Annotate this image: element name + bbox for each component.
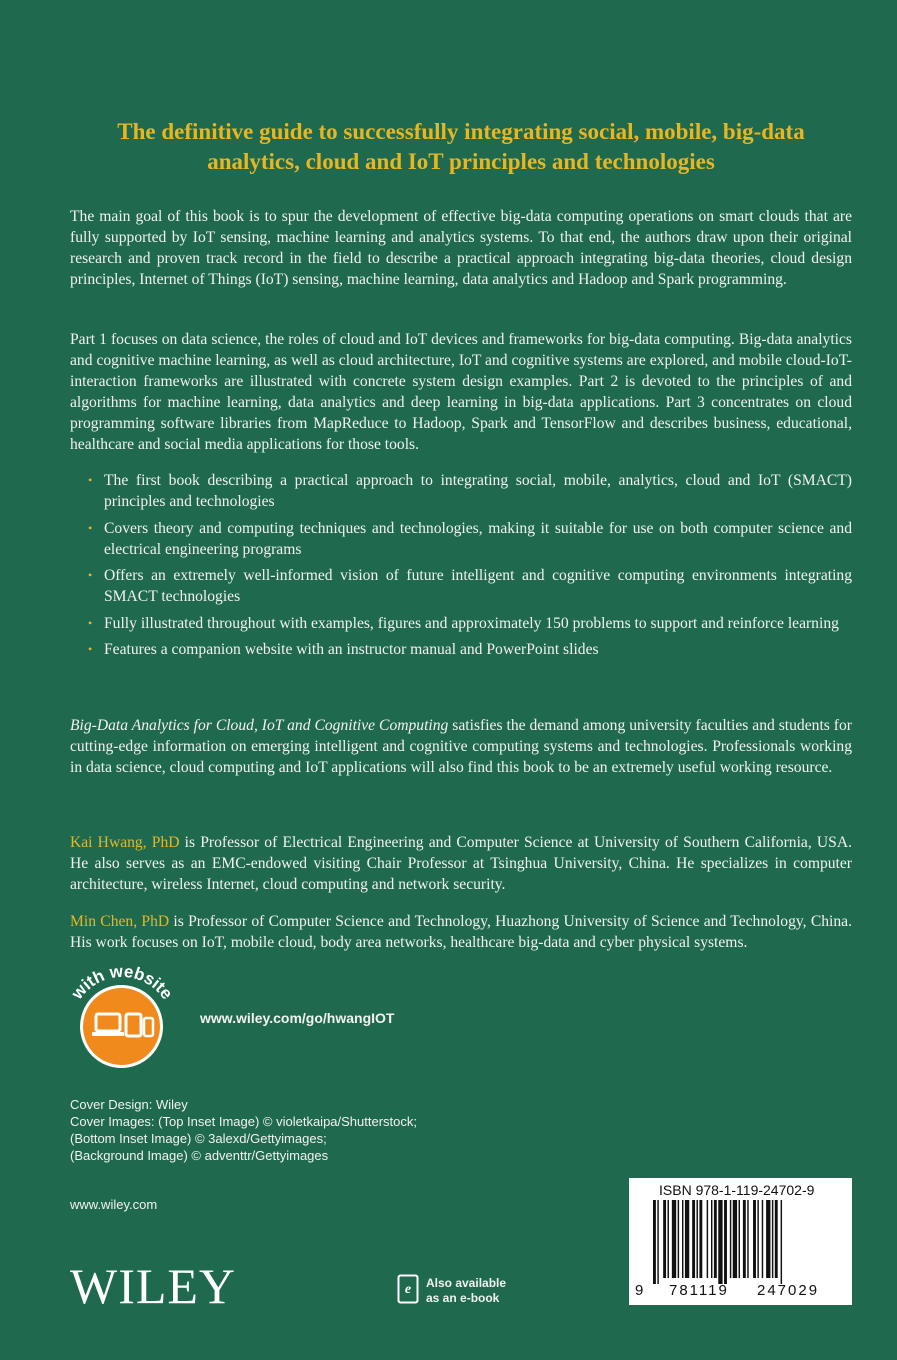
- list-item: [88, 470, 852, 512]
- credit-line: Cover Images: (Top Inset Image) © violetkaipa/Shutterstock;: [70, 1114, 418, 1129]
- barcode-digits-left: 781119: [669, 1282, 729, 1299]
- barcode-bar: [668, 1200, 669, 1278]
- barcode-digit-first: 9: [635, 1282, 644, 1299]
- book-title: Big-Data Analytics for Cloud, IoT and Cognitive Computing: [70, 717, 449, 734]
- barcode-bar: [697, 1200, 698, 1278]
- barcode-bars: [653, 1200, 845, 1284]
- companion-website-link[interactable]: www.wiley.com/go/hwangIOT: [200, 1010, 395, 1026]
- list-item: [88, 518, 852, 560]
- barcode-bar: [743, 1200, 746, 1278]
- barcode: [629, 1178, 852, 1305]
- list-item: [88, 639, 852, 660]
- barcode-bar: [711, 1200, 712, 1278]
- barcode-bar: [653, 1200, 656, 1284]
- feature-text: Features a companion website with an instructor manual and PowerPoint slides: [104, 641, 599, 658]
- author-name-1: Kai Hwang, PhD: [70, 834, 180, 851]
- barcode-bar: [672, 1200, 676, 1278]
- feature-text: Fully illustrated throughout with examples, figures and approximately 150 problems to support and reinforce learning: [104, 614, 839, 632]
- author-bio-text-2: is Professor of Computer Science and Technology, Huazhong University of Science and Technology, China. His work focuses on IoT, mobile cloud, body area networks, healthcare big-data and cyber physical systems.: [70, 913, 852, 951]
- author-bio-text-1: is Professor of Electrical Engineering and Computer Science at University of Southern California, USA. He also serves as an EMC-endowed visiting Chair Professor at Tsinghua University, China. He specializes in computer architecture, wireless Internet, cloud computing and network security.: [70, 834, 852, 893]
- ebook-line-2: as an e-book: [426, 1291, 500, 1305]
- barcode-bar: [733, 1200, 737, 1278]
- barcode-bar: [678, 1200, 679, 1278]
- barcode-bar: [757, 1200, 758, 1278]
- barcode-bar: [663, 1200, 666, 1278]
- wiley-logo: WILEY: [70, 1258, 237, 1314]
- list-item: [88, 565, 852, 607]
- barcode-bar: [730, 1200, 731, 1278]
- credit-line: Cover Design: Wiley: [70, 1097, 188, 1112]
- author-bio-2: [70, 911, 852, 953]
- feature-text: Covers theory and computing techniques and technologies, making it suitable for use on both computer science and electrical engineering programs: [104, 519, 852, 558]
- headline-line-2: analytics, cloud and IoT principles and technologies: [207, 149, 715, 174]
- barcode-bar: [699, 1200, 702, 1278]
- headline: [70, 117, 852, 177]
- ebook-availability: [426, 1276, 506, 1306]
- barcode-bar: [753, 1200, 756, 1278]
- cover-credits: [70, 1096, 417, 1164]
- credit-line: (Bottom Inset Image) © 3alexd/Gettyimages;: [70, 1131, 327, 1146]
- feature-text: Offers an extremely well-informed vision of future intelligent and cognitive computing environments integrating SMACT technologies: [104, 567, 852, 605]
- feature-list: [88, 470, 852, 666]
- intro-paragraph: The main goal of this book is to spur the development of effective big-data computing operations on smart clouds that are fully supported by IoT sensing, machine learning and analytics systems. To that end, the authors draw upon their original research and proven track record in the field to describe a practical approach integrating big-data theories, cloud design principles, Internet of Things (IoT) sensing, machine learning, data analytics and Hadoop and Spark programming.: [70, 208, 852, 288]
- barcode-bar: [772, 1200, 773, 1278]
- bullet-icon: •: [88, 642, 93, 656]
- barcode-bar: [747, 1200, 748, 1278]
- barcode-digits-right: 247029: [757, 1282, 820, 1299]
- author-name-2: Min Chen, PhD: [70, 913, 170, 930]
- barcode-bar: [766, 1200, 770, 1278]
- barcode-bar: [685, 1200, 689, 1278]
- barcode-bar: [781, 1200, 782, 1284]
- devices-icon: [83, 988, 160, 1065]
- summary-paragraph: [70, 715, 852, 778]
- barcode-bar: [762, 1200, 763, 1278]
- website-badge-text: with website: [67, 961, 177, 1003]
- barcode-bar: [682, 1200, 683, 1278]
- barcode-bar: [714, 1200, 717, 1278]
- barcode-bar: [692, 1200, 695, 1278]
- barcode-bar: [739, 1200, 740, 1278]
- author-bio-1: [70, 832, 852, 895]
- ebook-line-1: Also available: [426, 1276, 507, 1290]
- website-badge: [80, 985, 163, 1068]
- barcode-bar: [775, 1200, 778, 1278]
- barcode-bar: [724, 1200, 727, 1284]
- feature-text: The first book describing a practical approach to integrating social, mobile, analytics, cloud and IoT (SMACT) principles and technologies: [104, 472, 852, 510]
- bullet-icon: •: [88, 520, 93, 535]
- bullet-icon: •: [88, 568, 93, 582]
- barcode-bar: [707, 1200, 708, 1278]
- isbn-label: ISBN 978-1-119-24702-9: [659, 1182, 815, 1198]
- svg-text:e: e: [404, 1282, 412, 1297]
- credit-line: (Background Image) © adventtr/Gettyimages: [70, 1148, 329, 1163]
- headline-line-1: The definitive guide to successfully integrating social, mobile, big-data: [117, 119, 805, 144]
- barcode-bar: [657, 1200, 658, 1284]
- barcode-bar: [718, 1200, 722, 1284]
- summary-text: satisfies the demand among university faculties and students for cutting-edge information on emerging intelligent and cognitive computing systems and technologies. Professionals working in data science, cloud computing and IoT applications will also find this book to be an extremely useful working resource.: [70, 717, 852, 776]
- parts-paragraph: Part 1 focuses on data science, the roles of cloud and IoT devices and frameworks for big-data computing. Big-data analytics and cognitive machine learning, as well as cloud architecture, IoT and cognitive systems are explored, and mobile cloud-IoT-interaction frameworks are illustrated with concrete system design examples. Part 2 is devoted to the principles of and algorithms for machine learning, data analytics and deep learning in big-data applications. Part 3 concentrates on cloud programming software libraries from MapReduce to Hadoop, Spark and TensorFlow and describes business, educational, healthcare and social media applications for those tools.: [70, 331, 852, 453]
- bullet-icon: •: [88, 473, 93, 487]
- list-item: [88, 613, 852, 634]
- publisher-url[interactable]: www.wiley.com: [70, 1197, 158, 1212]
- ebook-icon: [397, 1274, 419, 1304]
- bullet-icon: •: [88, 615, 93, 630]
